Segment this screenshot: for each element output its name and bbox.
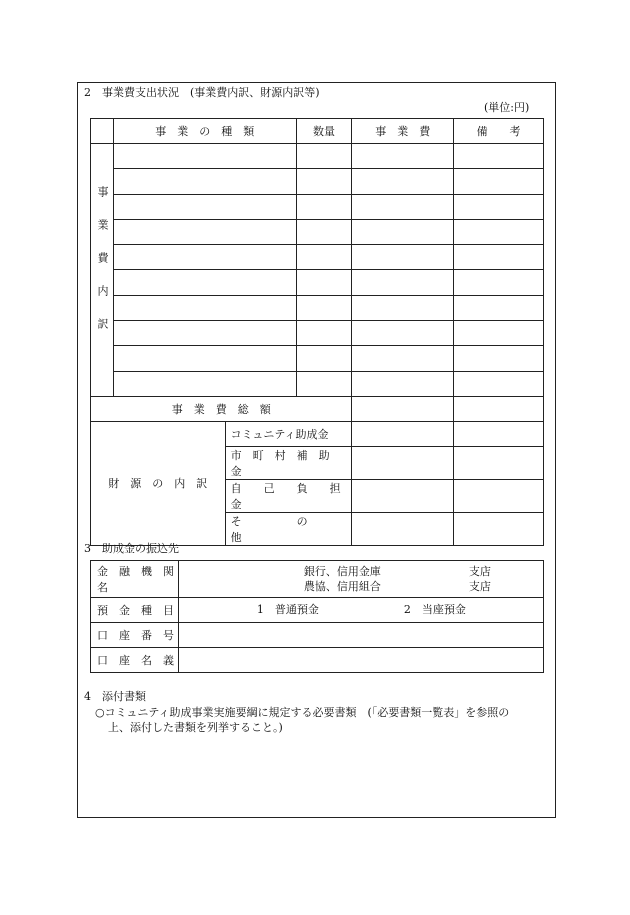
item-remarks-cell[interactable] [454, 295, 544, 320]
item-remarks-cell[interactable] [454, 245, 544, 270]
funding-amount-cell[interactable] [352, 446, 454, 479]
funding-remarks-cell[interactable] [454, 446, 544, 479]
item-cost-cell[interactable] [352, 194, 454, 219]
item-kind-cell[interactable] [113, 144, 296, 169]
item-cost-cell[interactable] [352, 245, 454, 270]
account-number-cell[interactable] [178, 623, 543, 648]
item-remarks-cell[interactable] [454, 219, 544, 244]
transfer-table [90, 560, 544, 673]
funding-item-label: コミュニティ助成金 [225, 421, 352, 446]
account-number-label: 口 座 番 号 [91, 623, 179, 648]
account-name-cell[interactable] [178, 648, 543, 673]
item-cost-cell[interactable] [352, 219, 454, 244]
item-cost-cell[interactable] [352, 144, 454, 169]
item-remarks-cell[interactable] [454, 371, 544, 396]
funding-remarks-cell[interactable] [454, 479, 544, 512]
funding-amount-cell[interactable] [352, 479, 454, 512]
bank-type-line2: 農協、信用組合 [303, 580, 381, 593]
item-quantity-cell[interactable] [296, 144, 352, 169]
attachments-line1: ○コミュニティ助成事業実施要綱に規定する必要書類 (「必要書類一覧表」を参照の [95, 706, 510, 719]
item-quantity-cell[interactable] [296, 270, 352, 295]
branch-label-2: 支店 [468, 580, 491, 593]
deposit-type-label: 預 金 種 目 [91, 598, 179, 623]
section4-heading: 4 添付書類 [84, 690, 146, 703]
item-cost-cell[interactable] [352, 321, 454, 346]
item-cost-cell[interactable] [352, 169, 454, 194]
item-kind-cell[interactable] [113, 295, 296, 320]
header-kind: 事 業 の 種 類 [113, 119, 296, 144]
breakdown-label-cell [91, 144, 114, 397]
item-kind-cell[interactable] [113, 371, 296, 396]
item-quantity-cell[interactable] [296, 321, 352, 346]
bank-type-line1: 銀行、信用金庫 [303, 565, 381, 578]
item-kind-cell[interactable] [113, 219, 296, 244]
total-cost-cell[interactable] [352, 396, 454, 421]
bank-label: 金 融 機 関 名 [91, 561, 179, 598]
funding-remarks-cell[interactable] [454, 421, 544, 446]
section3-heading: 3 助成金の振込先 [84, 542, 179, 555]
item-remarks-cell[interactable] [454, 194, 544, 219]
branch-label-1: 支店 [468, 565, 491, 578]
item-quantity-cell[interactable] [296, 169, 352, 194]
item-kind-cell[interactable] [113, 245, 296, 270]
header-blank [91, 119, 114, 144]
item-quantity-cell[interactable] [296, 295, 352, 320]
account-name-label: 口 座 名 義 [91, 648, 179, 673]
deposit-option-ordinary[interactable]: 1 普通預金 [256, 603, 319, 616]
item-remarks-cell[interactable] [454, 321, 544, 346]
funding-item-label: 自 己 負 担 金 [225, 479, 352, 512]
item-quantity-cell[interactable] [296, 194, 352, 219]
funding-amount-cell[interactable] [352, 512, 454, 545]
item-kind-cell[interactable] [113, 321, 296, 346]
header-quantity: 数量 [296, 119, 352, 144]
section2-heading: 2 事業費支出状況 (事業費内訳、財源内訳等) [84, 86, 320, 99]
header-remarks: 備 考 [454, 119, 544, 144]
item-remarks-cell[interactable] [454, 270, 544, 295]
header-cost: 事 業 費 [352, 119, 454, 144]
item-remarks-cell[interactable] [454, 169, 544, 194]
deposit-type-cell[interactable] [178, 598, 543, 623]
item-quantity-cell[interactable] [296, 219, 352, 244]
attachments-line2: 上、添付した書類を列挙すること。) [108, 721, 283, 734]
funding-amount-cell[interactable] [352, 421, 454, 446]
item-quantity-cell[interactable] [296, 371, 352, 396]
total-remarks-cell[interactable] [454, 396, 544, 421]
funding-label: 財 源 の 内 訳 [91, 421, 226, 545]
item-kind-cell[interactable] [113, 270, 296, 295]
item-cost-cell[interactable] [352, 270, 454, 295]
item-remarks-cell[interactable] [454, 144, 544, 169]
bank-cell[interactable] [178, 561, 543, 598]
funding-item-label: そ の 他 [225, 512, 352, 545]
item-kind-cell[interactable] [113, 169, 296, 194]
expense-table [90, 118, 544, 546]
item-quantity-cell[interactable] [296, 346, 352, 371]
item-remarks-cell[interactable] [454, 346, 544, 371]
item-cost-cell[interactable] [352, 295, 454, 320]
funding-remarks-cell[interactable] [454, 512, 544, 545]
item-kind-cell[interactable] [113, 346, 296, 371]
total-label: 事 業 費 総 額 [91, 396, 352, 421]
unit-label: (単位:円) [484, 101, 530, 114]
item-cost-cell[interactable] [352, 346, 454, 371]
deposit-option-current[interactable]: 2 当座預金 [403, 603, 466, 616]
item-kind-cell[interactable] [113, 194, 296, 219]
item-quantity-cell[interactable] [296, 245, 352, 270]
item-cost-cell[interactable] [352, 371, 454, 396]
breakdown-label: 事業費内訳 [95, 185, 109, 351]
funding-item-label: 市 町 村 補 助 金 [225, 446, 352, 479]
